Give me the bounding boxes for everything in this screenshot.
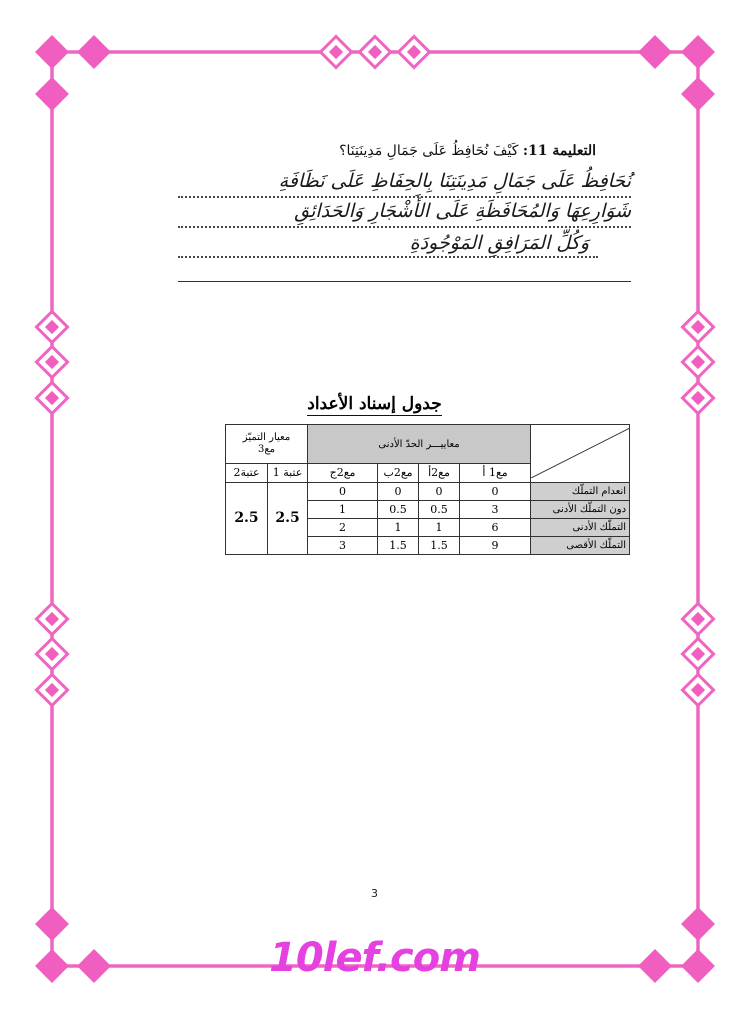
grading-table bbox=[225, 424, 630, 555]
diagonal-corner-cell bbox=[531, 425, 630, 483]
question-text: كَيْفَ نُحَافِظُ عَلَى جَمَالِ مَدِينَتِنَا؟ bbox=[339, 143, 519, 159]
threshold2-value: 2.5 bbox=[226, 482, 268, 554]
table-cell: 2 bbox=[308, 518, 378, 536]
table-cell: 1 bbox=[308, 500, 378, 518]
col-header-c1a: مع1 أ bbox=[460, 464, 531, 482]
watermark: 10lef.com bbox=[269, 935, 480, 981]
table-cell: 0 bbox=[378, 482, 419, 500]
table-cell: 1.5 bbox=[378, 536, 419, 554]
table-cell: 6 bbox=[460, 518, 531, 536]
table-cell: 3 bbox=[308, 536, 378, 554]
row-label: التملّك الأقصى bbox=[531, 536, 630, 554]
col-header-c2a: مع2أ bbox=[419, 464, 460, 482]
table-cell: 3 bbox=[460, 500, 531, 518]
row-label: انعدام التملّك bbox=[531, 482, 630, 500]
section-divider bbox=[178, 281, 631, 282]
min-criteria-header: معاييـــر الحدّ الأدنى bbox=[308, 425, 531, 464]
table-cell: 0 bbox=[460, 482, 531, 500]
table-cell: 0.5 bbox=[419, 500, 460, 518]
table-cell: 9 bbox=[460, 536, 531, 554]
col-header-threshold2: عتبة2 bbox=[226, 464, 268, 482]
corner-diamond bbox=[681, 35, 715, 69]
col-header-threshold1: عتبة 1 bbox=[268, 464, 308, 482]
page-number: 3 bbox=[371, 887, 378, 900]
corner-diamond bbox=[35, 35, 69, 69]
answer-line-1: نُحَافِظُ عَلَى جَمَالِ مَدِينَتِنَا بِالحِفَاظِ عَلَى نَظَافَةِ bbox=[278, 170, 631, 192]
corner-diamond bbox=[681, 77, 715, 111]
question-label: التعليمة 11: bbox=[522, 143, 596, 159]
corner-diamond bbox=[638, 35, 672, 69]
table-title: جدول إسناد الأعداد bbox=[307, 394, 442, 414]
row-label: التملّك الأدنى bbox=[531, 518, 630, 536]
table-cell: 0.5 bbox=[378, 500, 419, 518]
table-cell: 1 bbox=[419, 518, 460, 536]
table-cell: 1.5 bbox=[419, 536, 460, 554]
threshold1-value: 2.5 bbox=[268, 482, 308, 554]
table-cell: 0 bbox=[419, 482, 460, 500]
table-cell: 1 bbox=[378, 518, 419, 536]
excellence-criterion-header: معيار التميّز مع3 bbox=[226, 425, 308, 464]
corner-diamond bbox=[35, 77, 69, 111]
col-header-c2c: مع2ج bbox=[308, 464, 378, 482]
col-header-c2b: مع2ب bbox=[378, 464, 419, 482]
answer-dotted-line-2 bbox=[178, 226, 631, 228]
corner-diamond bbox=[77, 35, 111, 69]
table-cell: 0 bbox=[308, 482, 378, 500]
row-label: دون التملّك الأدنى bbox=[531, 500, 630, 518]
answer-dotted-line-1 bbox=[178, 196, 631, 198]
answer-line-2: شَوَارِعِهَا وَالمُحَافَظَةِ عَلَى الأَشْجَارِ وَالحَدَائِقِ bbox=[294, 200, 631, 222]
answer-line-3: وَكُلِّ المَرَافِقِ المَوْجُودَةِ bbox=[409, 232, 589, 254]
question-line bbox=[339, 143, 596, 159]
answer-dotted-line-3 bbox=[178, 256, 598, 258]
